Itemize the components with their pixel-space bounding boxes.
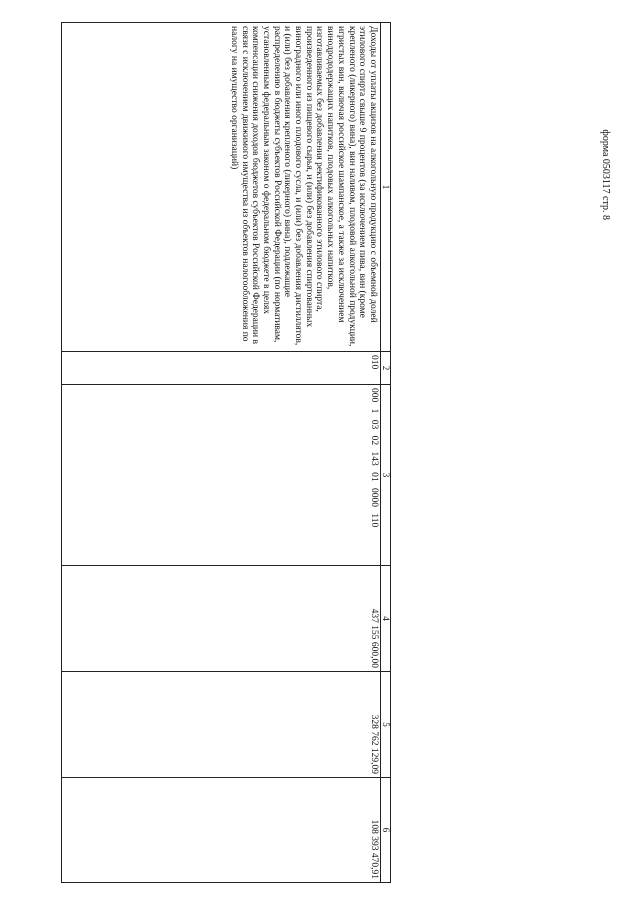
column-number-2: 2 <box>381 352 391 385</box>
unexecuted-amount-cell: 108 393 470,91 <box>62 778 381 883</box>
form-number-label: форма 0503117 стр. 8 <box>600 129 611 220</box>
executed-amount-cell: 328 762 129,09 <box>62 672 381 778</box>
column-number-1: 1 <box>381 23 391 352</box>
income-description-cell: Доходы от уплаты акцизов на алкогольную продукцию с объемной долей этилового спирта свыше 9 процентов (за исключением пива, вин (кроме крепленого (ликерного) вина), вин наливом, плодовой алкогольной продукции, игристых вин, включая российское шампанское, а также за исключением винодрододержащих напитков, плодовых алкогольных напитков, изготавливаемых без добавления ректификованного этилового спирта, произведенного из пищевого сырья, и (или) без добавления спиртованных виноградного или иного плодового сусла, и (или) без добавления дистиллятов, и (или) без добавления крепленого (ликерного) вина), подлежащие распределению в бюджеты субъектов Российской Федерации (по нормативам, установленным федеральным законом о федеральном бюджете в целях компенсации снижения доходов бюджетов субъектов Российской Федерации в связи с исключением движимого имущества из объектов налогообложения по налогу на имущество организаций) <box>62 23 381 352</box>
report-table <box>61 22 391 883</box>
budget-classification-code-cell: 000 1 03 02 143 01 0000 110 <box>62 385 381 566</box>
column-number-row <box>381 23 391 883</box>
column-number-5: 5 <box>381 672 391 778</box>
report-table-container <box>61 22 391 882</box>
approved-amount-cell: 437 155 600,00 <box>62 566 381 672</box>
column-number-6: 6 <box>381 778 391 883</box>
line-code-cell: 010 <box>62 352 381 385</box>
table-row <box>62 23 381 883</box>
column-number-3: 3 <box>381 385 391 566</box>
column-number-4: 4 <box>381 566 391 672</box>
